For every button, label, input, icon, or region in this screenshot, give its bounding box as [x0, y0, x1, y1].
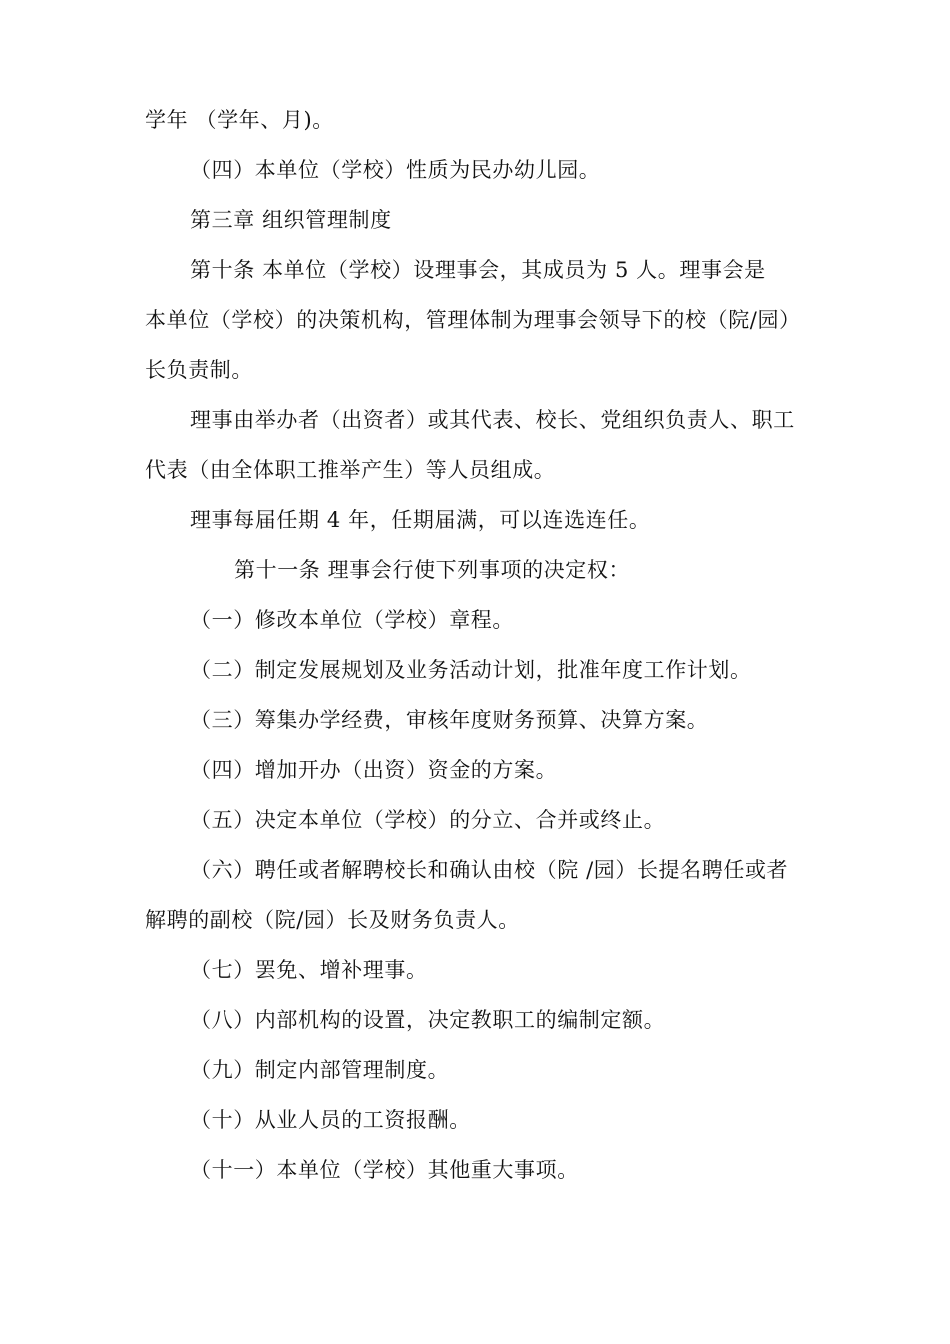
list-item-1: （一）修改本单位（学校）章程。 [190, 608, 514, 632]
board-members-line-2: 代表（由全体职工推举产生）等人员组成。 [145, 458, 556, 482]
list-item-4: （四）增加开办（出资）资金的方案。 [190, 758, 558, 782]
article-10-line-3: 长负责制。 [145, 358, 253, 382]
chapter-heading: 第三章 组织管理制度 [190, 208, 392, 232]
list-item-2: （二）制定发展规划及业务活动计划，批准年度工作计划。 [190, 658, 752, 682]
list-item-8: （八）内部机构的设置，决定教职工的编制定额。 [190, 1008, 666, 1032]
list-item-7: （七）罢免、增补理事。 [190, 958, 428, 982]
article-11-heading: 第十一条 理事会行使下列事项的决定权： [234, 558, 631, 582]
list-item-11: （十一）本单位（学校）其他重大事项。 [190, 1158, 579, 1182]
list-item-3: （三）筹集办学经费，审核年度财务预算、决算方案。 [190, 708, 709, 732]
board-members-line-1: 理事由举办者（出资者）或其代表、校长、党组织负责人、职工 [190, 408, 795, 432]
board-term-line: 理事每届任期 4 年，任期届满，可以连选连任。 [190, 508, 651, 532]
list-item-6-line-1: （六）聘任或者解聘校长和确认由校（院 /园）长提名聘任或者 [190, 858, 789, 882]
list-item-5: （五）决定本单位（学校）的分立、合并或终止。 [190, 808, 666, 832]
list-item-9: （九）制定内部管理制度。 [190, 1058, 450, 1082]
article-10-line-2: 本单位（学校）的决策机构，管理体制为理事会领导下的校（院/园） [145, 308, 801, 332]
list-item-10: （十）从业人员的工资报酬。 [190, 1108, 471, 1132]
article-10-line-1: 第十条 本单位（学校）设理事会，其成员为 5 人。理事会是 [190, 258, 766, 282]
text-line-2: （四）本单位（学校）性质为民办幼儿园。 [190, 158, 601, 182]
text-line-1: 学年 （学年、月)。 [145, 108, 334, 132]
list-item-6-line-2: 解聘的副校（院/园）长及财务负责人。 [145, 908, 520, 932]
